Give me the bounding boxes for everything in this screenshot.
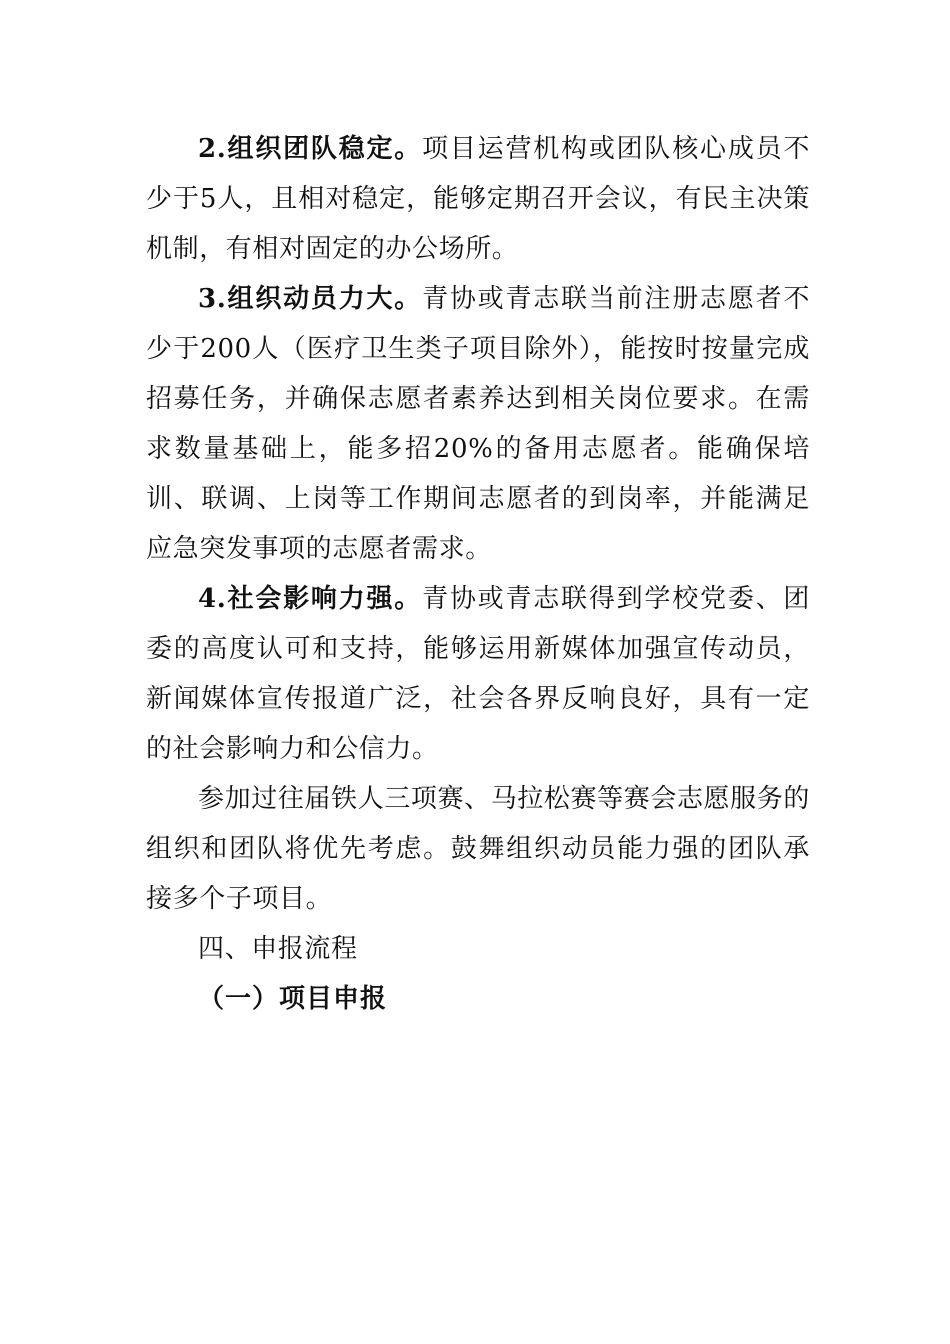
- criteria-item-2-lead: 2.组织团队稳定。: [198, 134, 423, 164]
- criteria-item-3: [146, 274, 810, 574]
- criteria-item-3-lead: 3.组织动员力大。: [198, 284, 423, 314]
- section-heading-4: 四、申报流程: [198, 934, 358, 964]
- subsection-heading-1: （一）项目申报: [198, 984, 388, 1014]
- criteria-item-3-text: 青协或青志联当前注册志愿者不少于200人（医疗卫生类子项目除外），能按时按量完成招募任务，并确保志愿者素养达到相关岗位要求。在需求数量基础上，能多招20%的备用志愿者。能确保培训、联调、上岗等工作期间志愿者的到岗率，并能满足应急突发事项的志愿者需求。: [146, 284, 810, 564]
- criteria-item-2: [146, 124, 810, 274]
- document-page: [146, 124, 810, 1024]
- criteria-item-4-text: 青协或青志联得到学校党委、团委的高度认可和支持，能够运用新媒体加强宣传动员，新闻媒体宣传报道广泛，社会各界反响良好，具有一定的社会影响力和公信力。: [146, 584, 810, 764]
- criteria-item-2-text: 项目运营机构或团队核心成员不少于5人，且相对稳定，能够定期召开会议，有民主决策机制，有相对固定的办公场所。: [146, 134, 810, 264]
- priority-paragraph: 参加过往届铁人三项赛、马拉松赛等赛会志愿服务的组织和团队将优先考虑。鼓舞组织动员能力强的团队承接多个子项目。: [146, 784, 810, 914]
- criteria-item-4: [146, 574, 810, 774]
- criteria-item-4-lead: 4.社会影响力强。: [198, 584, 423, 614]
